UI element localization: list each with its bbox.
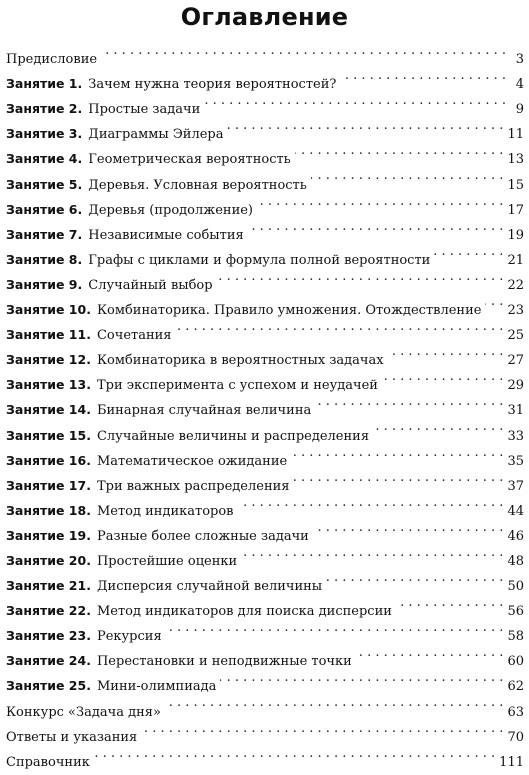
page-number: 9 — [515, 102, 524, 118]
dot-leader — [94, 741, 495, 766]
page-number: 37 — [507, 478, 524, 494]
toc-entry[interactable] — [6, 189, 524, 218]
entry-title: Диаграммы Эйлера — [88, 127, 224, 143]
lesson-number: Занятие 1. — [6, 76, 83, 92]
entry-title: Комбинаторика в вероятностных задачах — [96, 353, 384, 369]
entry-title: Независимые события — [88, 227, 244, 243]
dot-leader — [257, 189, 503, 214]
page-number: 63 — [507, 704, 524, 720]
page-number: 22 — [507, 277, 524, 293]
entry-title: Сочетания — [96, 328, 172, 344]
page-number: 50 — [507, 579, 524, 595]
page-number: 35 — [507, 453, 524, 469]
dot-leader — [382, 364, 504, 389]
lesson-number: Занятие 2. — [6, 101, 83, 117]
lesson-number: Занятие 10. — [6, 302, 91, 318]
dot-leader — [295, 138, 504, 163]
dot-leader — [217, 264, 504, 289]
entry-title: Комбинаторика. Правило умножения. Отождествление — [96, 303, 482, 319]
lesson-number: Занятие 13. — [6, 377, 91, 393]
page-number: 46 — [507, 528, 524, 544]
entry-title: Метод индикаторов для поиска дисперсии — [96, 604, 392, 620]
lesson-number: Занятие 12. — [6, 352, 91, 368]
dot-leader — [326, 565, 503, 590]
dot-leader — [434, 239, 503, 264]
dot-leader — [485, 289, 503, 314]
dot-leader — [396, 590, 504, 615]
toc-entry[interactable] — [6, 264, 524, 293]
table-of-contents — [6, 38, 524, 770]
entry-title: Дисперсия случайной величины — [96, 579, 323, 595]
page-number: 3 — [515, 52, 524, 68]
dot-leader — [101, 38, 506, 63]
lesson-number: Занятие 6. — [6, 201, 83, 217]
toc-entry[interactable] — [6, 138, 524, 168]
page-number: 111 — [499, 754, 524, 770]
dot-leader — [388, 339, 504, 364]
toc-entry[interactable] — [6, 113, 524, 143]
dot-leader — [176, 314, 504, 339]
dot-leader — [166, 615, 504, 640]
lesson-number: Занятие 17. — [6, 477, 91, 493]
toc-entry[interactable] — [6, 38, 524, 68]
page-number: 23 — [507, 303, 524, 319]
page-number: 15 — [507, 177, 524, 193]
dot-leader — [227, 113, 503, 138]
dot-leader — [315, 389, 503, 414]
entry-title: Перестановки и неподвижные точки — [96, 654, 352, 670]
page-number: 31 — [507, 403, 524, 419]
dot-leader — [165, 690, 504, 715]
page-number: 56 — [507, 604, 524, 620]
entry-title: Три эксперимента с успехом и неудачей — [96, 378, 378, 394]
dot-leader — [293, 465, 503, 490]
page-number: 58 — [507, 629, 524, 645]
lesson-number: Занятие 14. — [6, 402, 91, 418]
page-number: 25 — [507, 328, 524, 344]
entry-title: Геометрическая вероятность — [88, 152, 291, 168]
lesson-number: Занятие 19. — [6, 527, 91, 543]
lesson-number: Занятие 25. — [6, 678, 91, 694]
entry-title: Простые задачи — [88, 102, 201, 118]
entry-title: Предисловие — [6, 52, 98, 68]
page-number: 21 — [507, 252, 524, 268]
toc-entry[interactable] — [6, 88, 524, 118]
dot-leader — [356, 640, 504, 665]
entry-title: Метод индикаторов — [96, 503, 234, 519]
lesson-number: Занятие 20. — [6, 552, 91, 568]
dot-leader — [311, 163, 504, 188]
page-number: 29 — [507, 378, 524, 394]
dot-leader — [248, 214, 504, 239]
page-number: 44 — [507, 503, 524, 519]
lesson-number: Занятие 4. — [6, 151, 83, 167]
entry-title: Математическое ожидание — [96, 453, 288, 469]
dot-leader — [373, 414, 503, 439]
toc-entry[interactable] — [6, 239, 524, 268]
dot-leader — [313, 515, 504, 540]
entry-title: Деревья. Условная вероятность — [88, 177, 307, 193]
lesson-number: Занятие 18. — [6, 502, 91, 518]
lesson-number: Занятие 3. — [6, 126, 83, 142]
lesson-number: Занятие 15. — [6, 427, 91, 443]
lesson-number: Занятие 21. — [6, 578, 91, 594]
page-number: 13 — [507, 152, 524, 168]
entry-title: Случайные величины и распределения — [96, 428, 370, 444]
dot-leader — [220, 665, 503, 690]
page-number: 11 — [507, 127, 524, 143]
entry-title: Три важных распределения — [96, 478, 290, 494]
entry-title: Деревья (продолжение) — [88, 202, 253, 218]
dot-leader — [141, 716, 503, 741]
lesson-number: Занятие 7. — [6, 226, 83, 242]
page-number: 19 — [507, 227, 524, 243]
entry-title: Бинарная случайная величина — [96, 403, 312, 419]
page-number: 33 — [507, 428, 524, 444]
page-number: 17 — [507, 202, 524, 218]
entry-title: Конкурс «Задача дня» — [6, 704, 161, 720]
dot-leader — [238, 490, 504, 515]
entry-title: Рекурсия — [96, 629, 162, 645]
entry-title: Справочник — [6, 754, 90, 770]
lesson-number: Занятие 5. — [6, 176, 83, 192]
page-number: 70 — [507, 729, 524, 745]
dot-leader — [204, 88, 506, 113]
entry-title: Графы с циклами и формула полной вероятности — [88, 252, 431, 268]
page-number: 27 — [507, 353, 524, 369]
lesson-number: Занятие 11. — [6, 327, 91, 343]
entry-title: Ответы и указания — [6, 729, 138, 745]
dot-leader — [241, 540, 503, 565]
entry-title: Зачем нужна теория вероятностей? — [88, 77, 337, 93]
lesson-number: Занятие 23. — [6, 628, 91, 644]
page-number: 4 — [515, 77, 524, 93]
entry-title: Мини-олимпиада — [96, 679, 217, 695]
page-title: Оглавление — [180, 3, 349, 31]
lesson-number: Занятие 16. — [6, 452, 91, 468]
dot-leader — [340, 63, 506, 88]
lesson-number: Занятие 8. — [6, 251, 83, 267]
lesson-number: Занятие 22. — [6, 603, 91, 619]
page-number: 48 — [507, 553, 524, 569]
page-number: 62 — [507, 679, 524, 695]
lesson-number: Занятие 9. — [6, 276, 83, 292]
toc-entry[interactable] — [6, 214, 524, 243]
page-number: 60 — [507, 654, 524, 670]
entry-title: Случайный выбор — [88, 277, 213, 293]
toc-entry[interactable] — [6, 289, 524, 319]
lesson-number: Занятие 24. — [6, 653, 91, 669]
entry-title: Простейшие оценки — [96, 553, 238, 569]
entry-title: Разные более сложные задачи — [96, 528, 309, 544]
dot-leader — [291, 440, 503, 465]
